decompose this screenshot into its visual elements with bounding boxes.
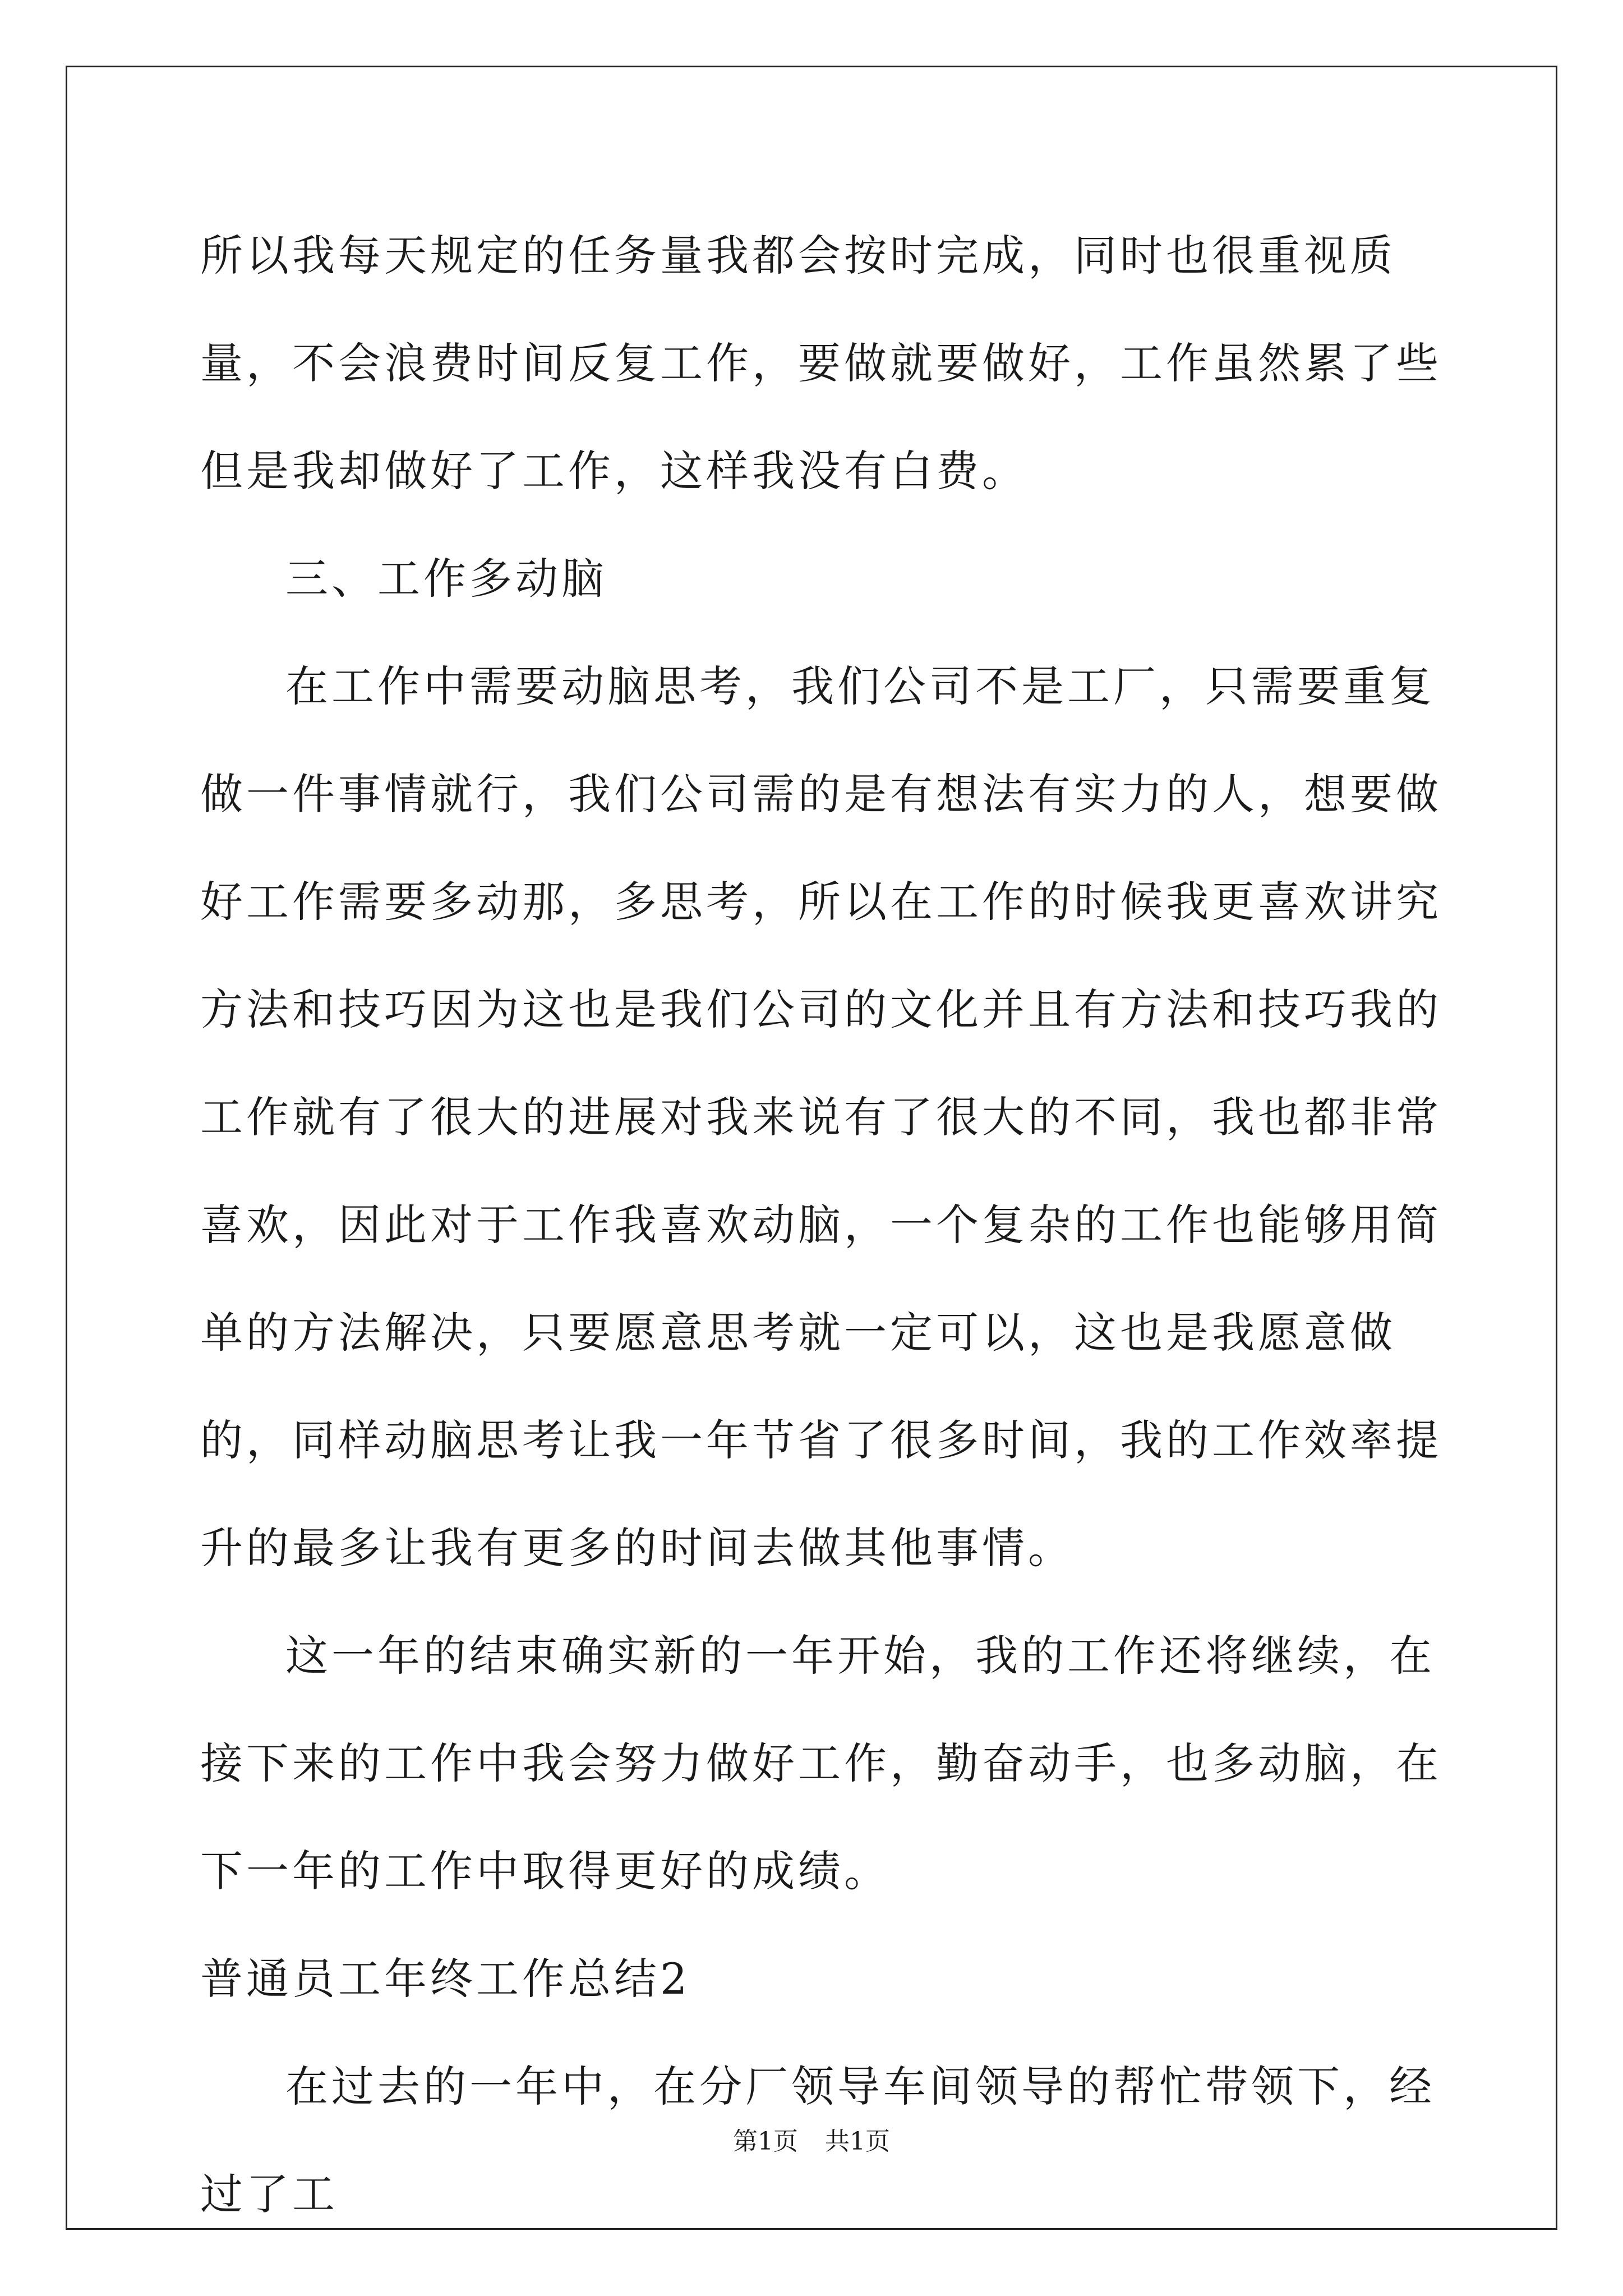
page-number: 第1页	[733, 2127, 798, 2156]
page-footer	[0, 2125, 1623, 2159]
paragraph-past-year: 在过去的一年中，在分厂领导车间领导的帮忙带领下，经过了工	[200, 2062, 1435, 2219]
page-total: 共1页	[825, 2127, 890, 2156]
paragraph-year-end: 这一年的结束确实新的一年开始，我的工作还将继续，在接下来的工作中我会努力做好工作，勤奋动手，也多动脑，在下一年的工作中取得更好的成绩。	[200, 1631, 1442, 1896]
document-body	[200, 202, 1462, 2248]
paragraph-continuation: 所以我每天规定的任务量我都会按时完成，同时也很重视质量，不会浪费时间反复工作，要做就要做好，工作虽然累了些但是我却做好了工作，这样我没有白费。	[200, 231, 1442, 496]
section-heading-three: 三、工作多动脑	[285, 554, 607, 604]
article-title-2: 普通员工年终工作总结2	[200, 1954, 691, 2004]
paragraph-think-at-work: 在工作中需要动脑思考，我们公司不是工厂，只需要重复做一件事情就行，我们公司需的是有想法有实力的人，想要做好工作需要多动那，多思考，所以在工作的时候我更喜欢讲究方法和技巧因为这也是我们公司的文化并且有方法和技巧我的工作就有了很大的进展对我来说有了很大的不同，我也都非常喜欢，因此对于工作我喜欢动脑，一个复杂的工作也能够用简单的方法解决，只要愿意思考就一定可以，这也是我愿意做的，同样动脑思考让我一年节省了很多时间，我的工作效率提升的最多让我有更多的时间去做其他事情。	[200, 661, 1442, 1573]
